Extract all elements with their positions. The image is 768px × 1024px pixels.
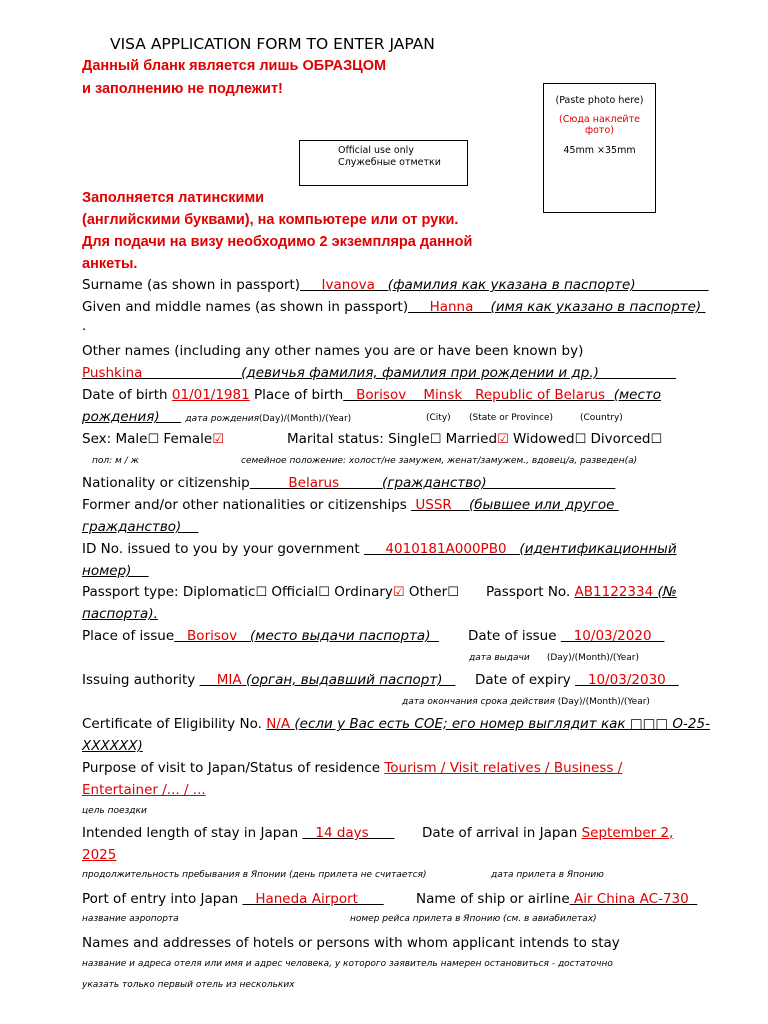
place-of-issue-row xyxy=(82,628,439,644)
marital-row xyxy=(287,431,662,447)
dob-label: Date of birth xyxy=(82,387,168,403)
id-number-hint-2: номер) xyxy=(82,563,132,579)
passport-other-label: Other xyxy=(408,584,448,600)
passport-number-hint-1: (№ xyxy=(657,584,677,600)
dob-format: (Day)/(Month)/(Year) xyxy=(258,414,352,424)
former-nationality-value[interactable]: USSR xyxy=(415,497,452,513)
port-of-entry-row xyxy=(82,891,384,907)
arrival-label: Date of arrival in Japan xyxy=(422,825,578,841)
given-names-row xyxy=(82,299,705,315)
issuing-authority-hint: (орган, выдавший паспорт) xyxy=(245,672,443,688)
sex-female-checkbox[interactable]: ☑ xyxy=(212,432,224,447)
hotels-hint-1: название и адреса отеля или имя и адрес человека, у которого заявитель намерен остановиться - достаточно xyxy=(82,959,613,969)
arrival-hint: дата прилета в Японию xyxy=(491,870,604,880)
coe-label: Certificate of Eligibility No. xyxy=(82,716,262,732)
given-names-dot: . xyxy=(82,318,87,334)
official-use-label: Official use only xyxy=(338,145,414,156)
stay-value[interactable]: 14 days xyxy=(315,825,369,841)
airline-hint: номер рейса прилета в Японию (см. в авиабилетах) xyxy=(350,914,597,924)
marital-single-label: Single xyxy=(388,431,430,447)
pob-country-value[interactable]: Republic of Belarus xyxy=(475,387,606,403)
nationality-row xyxy=(82,475,615,491)
former-nationality-hint-2: гражданство) xyxy=(82,519,182,535)
marital-widowed-checkbox[interactable]: ☐ xyxy=(574,432,587,447)
port-of-entry-hint: название аэропорта xyxy=(82,914,179,924)
photo-box xyxy=(543,83,656,213)
coe-value[interactable]: N/A xyxy=(266,716,291,732)
port-of-entry-label: Port of entry into Japan xyxy=(82,891,239,907)
id-number-label: ID No. issued to you by your government xyxy=(82,541,360,557)
arrival-row xyxy=(422,825,673,841)
pob-province-value[interactable]: Minsk xyxy=(423,387,463,403)
given-names-hint: (имя как указано в паспорте) xyxy=(490,299,702,315)
port-of-entry-value[interactable]: Haneda Airport xyxy=(255,891,358,907)
id-number-row xyxy=(82,541,677,557)
page-title: VISA APPLICATION FORM TO ENTER JAPAN xyxy=(110,35,435,53)
passport-official-label: Official xyxy=(271,584,319,600)
sex-male-checkbox[interactable]: ☐ xyxy=(147,432,160,447)
given-names-value[interactable]: Hanna xyxy=(429,299,474,315)
other-names-label: Other names (including any other names you are or have been known by) xyxy=(82,343,584,359)
date-of-expiry-hint-row xyxy=(402,697,650,707)
passport-number-value[interactable]: AB1122334 xyxy=(574,584,654,600)
other-names-hint: (девичья фамилия, фамилия при рождении и др.) xyxy=(241,365,599,381)
passport-type-label: Passport type: xyxy=(82,584,179,600)
former-nationality-row xyxy=(82,497,619,513)
issuing-authority-row xyxy=(82,672,455,688)
passport-number-label: Passport No. xyxy=(486,584,571,600)
pob-label: Place of birth xyxy=(254,387,344,403)
date-of-issue-format: (Day)/(Month)/(Year) xyxy=(546,653,640,663)
date-of-expiry-hint: дата окончания срока действия xyxy=(402,697,555,707)
former-nationality-hint-1: (бывшее или другое xyxy=(468,497,615,513)
other-names-value[interactable]: Pushkina xyxy=(82,365,143,381)
sex-row xyxy=(82,431,224,447)
sample-warning-line-2: и заполнению не подлежит! xyxy=(82,81,283,97)
airline-value[interactable]: Air China AC-730 xyxy=(573,891,689,907)
place-of-issue-label: Place of issue xyxy=(82,628,175,644)
hotels-hint-2: указать только первый отель из нескольких xyxy=(82,980,295,990)
photo-box-label: (Paste photo here) xyxy=(555,95,644,106)
sample-warning-line-1: Данный бланк является лишь ОБРАЗЦОМ xyxy=(82,58,387,74)
surname-value[interactable]: Ivanova xyxy=(321,277,375,293)
birth-row xyxy=(82,387,661,403)
passport-number-row xyxy=(486,584,677,600)
nationality-hint: (гражданство) xyxy=(382,475,487,491)
nationality-label: Nationality or citizenship xyxy=(82,475,250,491)
sex-label: Sex: xyxy=(82,431,112,447)
date-of-expiry-value[interactable]: 10/03/2030 xyxy=(587,672,666,688)
passport-ordinary-checkbox[interactable]: ☑ xyxy=(392,585,405,600)
other-names-row xyxy=(82,365,676,381)
dob-hint: дата рождения xyxy=(185,414,259,424)
coe-hint-2: XXXXXX) xyxy=(82,738,143,754)
issuing-authority-label: Issuing authority xyxy=(82,672,196,688)
former-nationality-label: Former and/or other nationalities or citizenships xyxy=(82,497,407,513)
stay-hint: продолжительность пребывания в Японии (день прилета не считается) xyxy=(82,870,427,880)
issuing-authority-value[interactable]: MIA xyxy=(216,672,242,688)
purpose-value-2[interactable]: Entertainer /... / ... xyxy=(82,782,206,798)
marital-married-checkbox[interactable]: ☑ xyxy=(497,432,509,447)
id-number-value[interactable]: 4010181A000PB0 xyxy=(385,541,507,557)
given-names-label: Given and middle names (as shown in passport) xyxy=(82,299,409,315)
passport-ordinary-label: Ordinary xyxy=(334,584,393,600)
date-of-issue-hint: дата выдачи xyxy=(469,653,530,663)
passport-official-checkbox[interactable]: ☐ xyxy=(318,585,330,600)
marital-divorced-label: Divorced xyxy=(590,431,651,447)
passport-other-checkbox[interactable]: ☐ xyxy=(447,585,459,600)
passport-number-hint-2: паспорта). xyxy=(82,606,158,622)
stay-label: Intended length of stay in Japan xyxy=(82,825,299,841)
surname-hint: (фамилия как указана в паспорте) xyxy=(387,277,636,293)
arrival-value-2[interactable]: 2025 xyxy=(82,847,117,863)
sex-male-label: Male xyxy=(115,431,148,447)
pob-hint-2: рождения) xyxy=(82,409,160,425)
place-of-issue-value[interactable]: Borisov xyxy=(187,628,238,644)
pob-city-value[interactable]: Borisov xyxy=(356,387,407,403)
hotels-label: Names and addresses of hotels or persons with whom applicant intends to stay xyxy=(82,935,620,951)
date-of-expiry-row xyxy=(475,672,679,688)
purpose-label: Purpose of visit to Japan/Status of residence xyxy=(82,760,381,776)
marital-single-checkbox[interactable]: ☐ xyxy=(429,432,442,447)
instruction-line-3: Для подачи на визу необходимо 2 экземпляра данной xyxy=(82,234,473,250)
city-caption: (City) xyxy=(426,413,451,423)
instruction-line-1: Заполняется латинскими xyxy=(82,190,265,206)
passport-diplomatic-label: Diplomatic xyxy=(182,584,256,600)
marital-married-label: Married xyxy=(445,431,498,447)
surname-label: Surname (as shown in passport) xyxy=(82,277,301,293)
date-of-expiry-label: Date of expiry xyxy=(475,672,571,688)
instruction-line-2: (английскими буквами), на компьютере или от руки. xyxy=(82,212,459,228)
place-of-issue-hint: (место выдачи паспорта) xyxy=(250,628,431,644)
airline-row xyxy=(416,891,697,907)
photo-box-label-ru-2: фото) xyxy=(585,125,614,136)
coe-row xyxy=(82,716,710,732)
photo-box-label-ru-1: (Сюда наклейте xyxy=(559,114,640,125)
coe-hint-1: (если у Вас есть СОЕ; его номер выглядит как □□□ О-25- xyxy=(294,716,710,732)
purpose-row xyxy=(82,760,622,776)
id-number-hint-1: (идентификационный xyxy=(519,541,677,557)
photo-size: 45mm ×35mm xyxy=(563,145,636,156)
purpose-value-1[interactable]: Tourism / Visit relatives / Business / xyxy=(384,760,623,776)
marital-hint: семейное положение: холост/не замужем, женат/замужем., вдовец/а, разведен(а) xyxy=(241,456,638,466)
sex-female-label: Female xyxy=(163,431,213,447)
official-use-box xyxy=(299,140,468,186)
date-of-issue-label: Date of issue xyxy=(468,628,557,644)
sex-hint: пол: м / ж xyxy=(92,456,139,466)
marital-divorced-checkbox[interactable]: ☐ xyxy=(650,432,663,447)
marital-widowed-label: Widowed xyxy=(513,431,575,447)
province-caption: (State or Province) xyxy=(469,413,554,423)
official-use-label-ru: Служебные отметки xyxy=(338,157,441,168)
date-of-issue-row xyxy=(468,628,664,644)
instruction-line-4: анкеты. xyxy=(82,256,138,272)
passport-diplomatic-checkbox[interactable]: ☐ xyxy=(255,585,268,600)
marital-label: Marital status: xyxy=(287,431,384,447)
country-caption: (Country) xyxy=(580,413,623,423)
arrival-value-1[interactable]: September 2, xyxy=(581,825,674,841)
surname-row xyxy=(82,277,709,293)
nationality-value[interactable]: Belarus xyxy=(288,475,340,491)
purpose-hint: цель поездки xyxy=(82,806,147,816)
birth-row-2 xyxy=(82,409,351,425)
pob-hint-1: (место xyxy=(613,387,661,403)
airline-label: Name of ship or airline xyxy=(416,891,570,907)
date-of-issue-value[interactable]: 10/03/2020 xyxy=(573,628,652,644)
dob-value[interactable]: 01/01/1981 xyxy=(171,387,250,403)
date-of-issue-hint-row xyxy=(469,653,639,663)
passport-type-row xyxy=(82,584,459,600)
date-of-expiry-format: (Day)/(Month)/(Year) xyxy=(557,697,650,707)
stay-row xyxy=(82,825,394,841)
